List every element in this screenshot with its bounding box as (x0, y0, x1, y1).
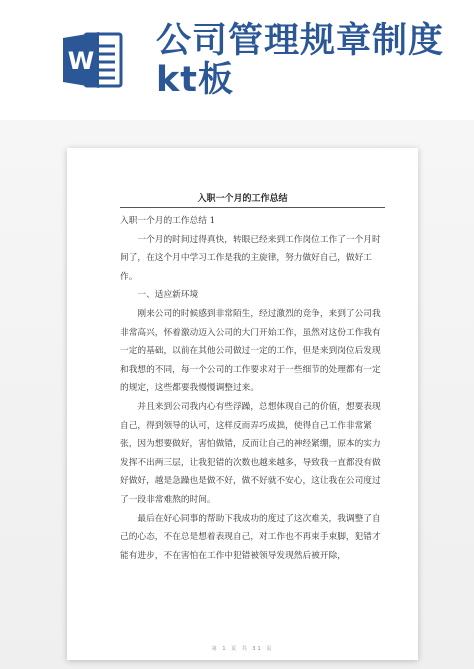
paragraph: 并且来到公司我内心有些浮躁，总想体现自己的价值，想要表现自己，得到领导的认可，这样反而弄巧成拙，使得自己工作非常紧张，因为想要做好，害怕做错，反而让自己的神经紧绷，原本的实力发挥不出两三层，让我犯错的次数也越来越多，导致我一直都没有做好做好，越是急躁也是做不好，做不好就不安心，这让我在公司度过了一段非常难熬的时间。 (120, 401, 381, 505)
document-page (67, 148, 418, 660)
header-banner (0, 0, 474, 120)
paragraph: 一个月的时间过得真快，转眼已经来到工作岗位工作了一个月时间了，在这个月中学习工作是我的主旋律，努力做好自己，做好工作。 (120, 234, 381, 282)
paragraph: 最后在好心同事的帮助下我成功的度过了这次难关，我调整了自己的心态，不在总是想着表现自己，对工作也不再束手束脚，犯错才能有进步，不在害怕在工作中犯错被领导发现然后被开除， (120, 513, 381, 561)
title-divider (120, 207, 385, 208)
headline: 公司管理规章制度 kt板 (156, 21, 445, 100)
page-number: 第 1 页 共 31 页 (211, 646, 274, 652)
section-heading: 一、适应新环境 (137, 290, 199, 301)
word-icon (63, 30, 123, 90)
svg-text:W: W (67, 47, 95, 75)
document-body (120, 212, 385, 565)
paragraph: 刚来公司的时候感到非常陌生，经过激烈的竞争，来到了公司我非常高兴，怀着激动迈入公司的大门开始工作，虽然对这份工作我有一定的基础，以前在其他公司做过一定的工作，但是来到岗位后发现和我想的不同，每一个公司的工作要求对于一些细节的处理都有一定的规定，这些都要我慢慢调整过来。 (120, 308, 381, 394)
paragraph: 入职一个月的工作总结 1 (120, 216, 216, 226)
document-title: 入职一个月的工作总结 (197, 194, 288, 204)
